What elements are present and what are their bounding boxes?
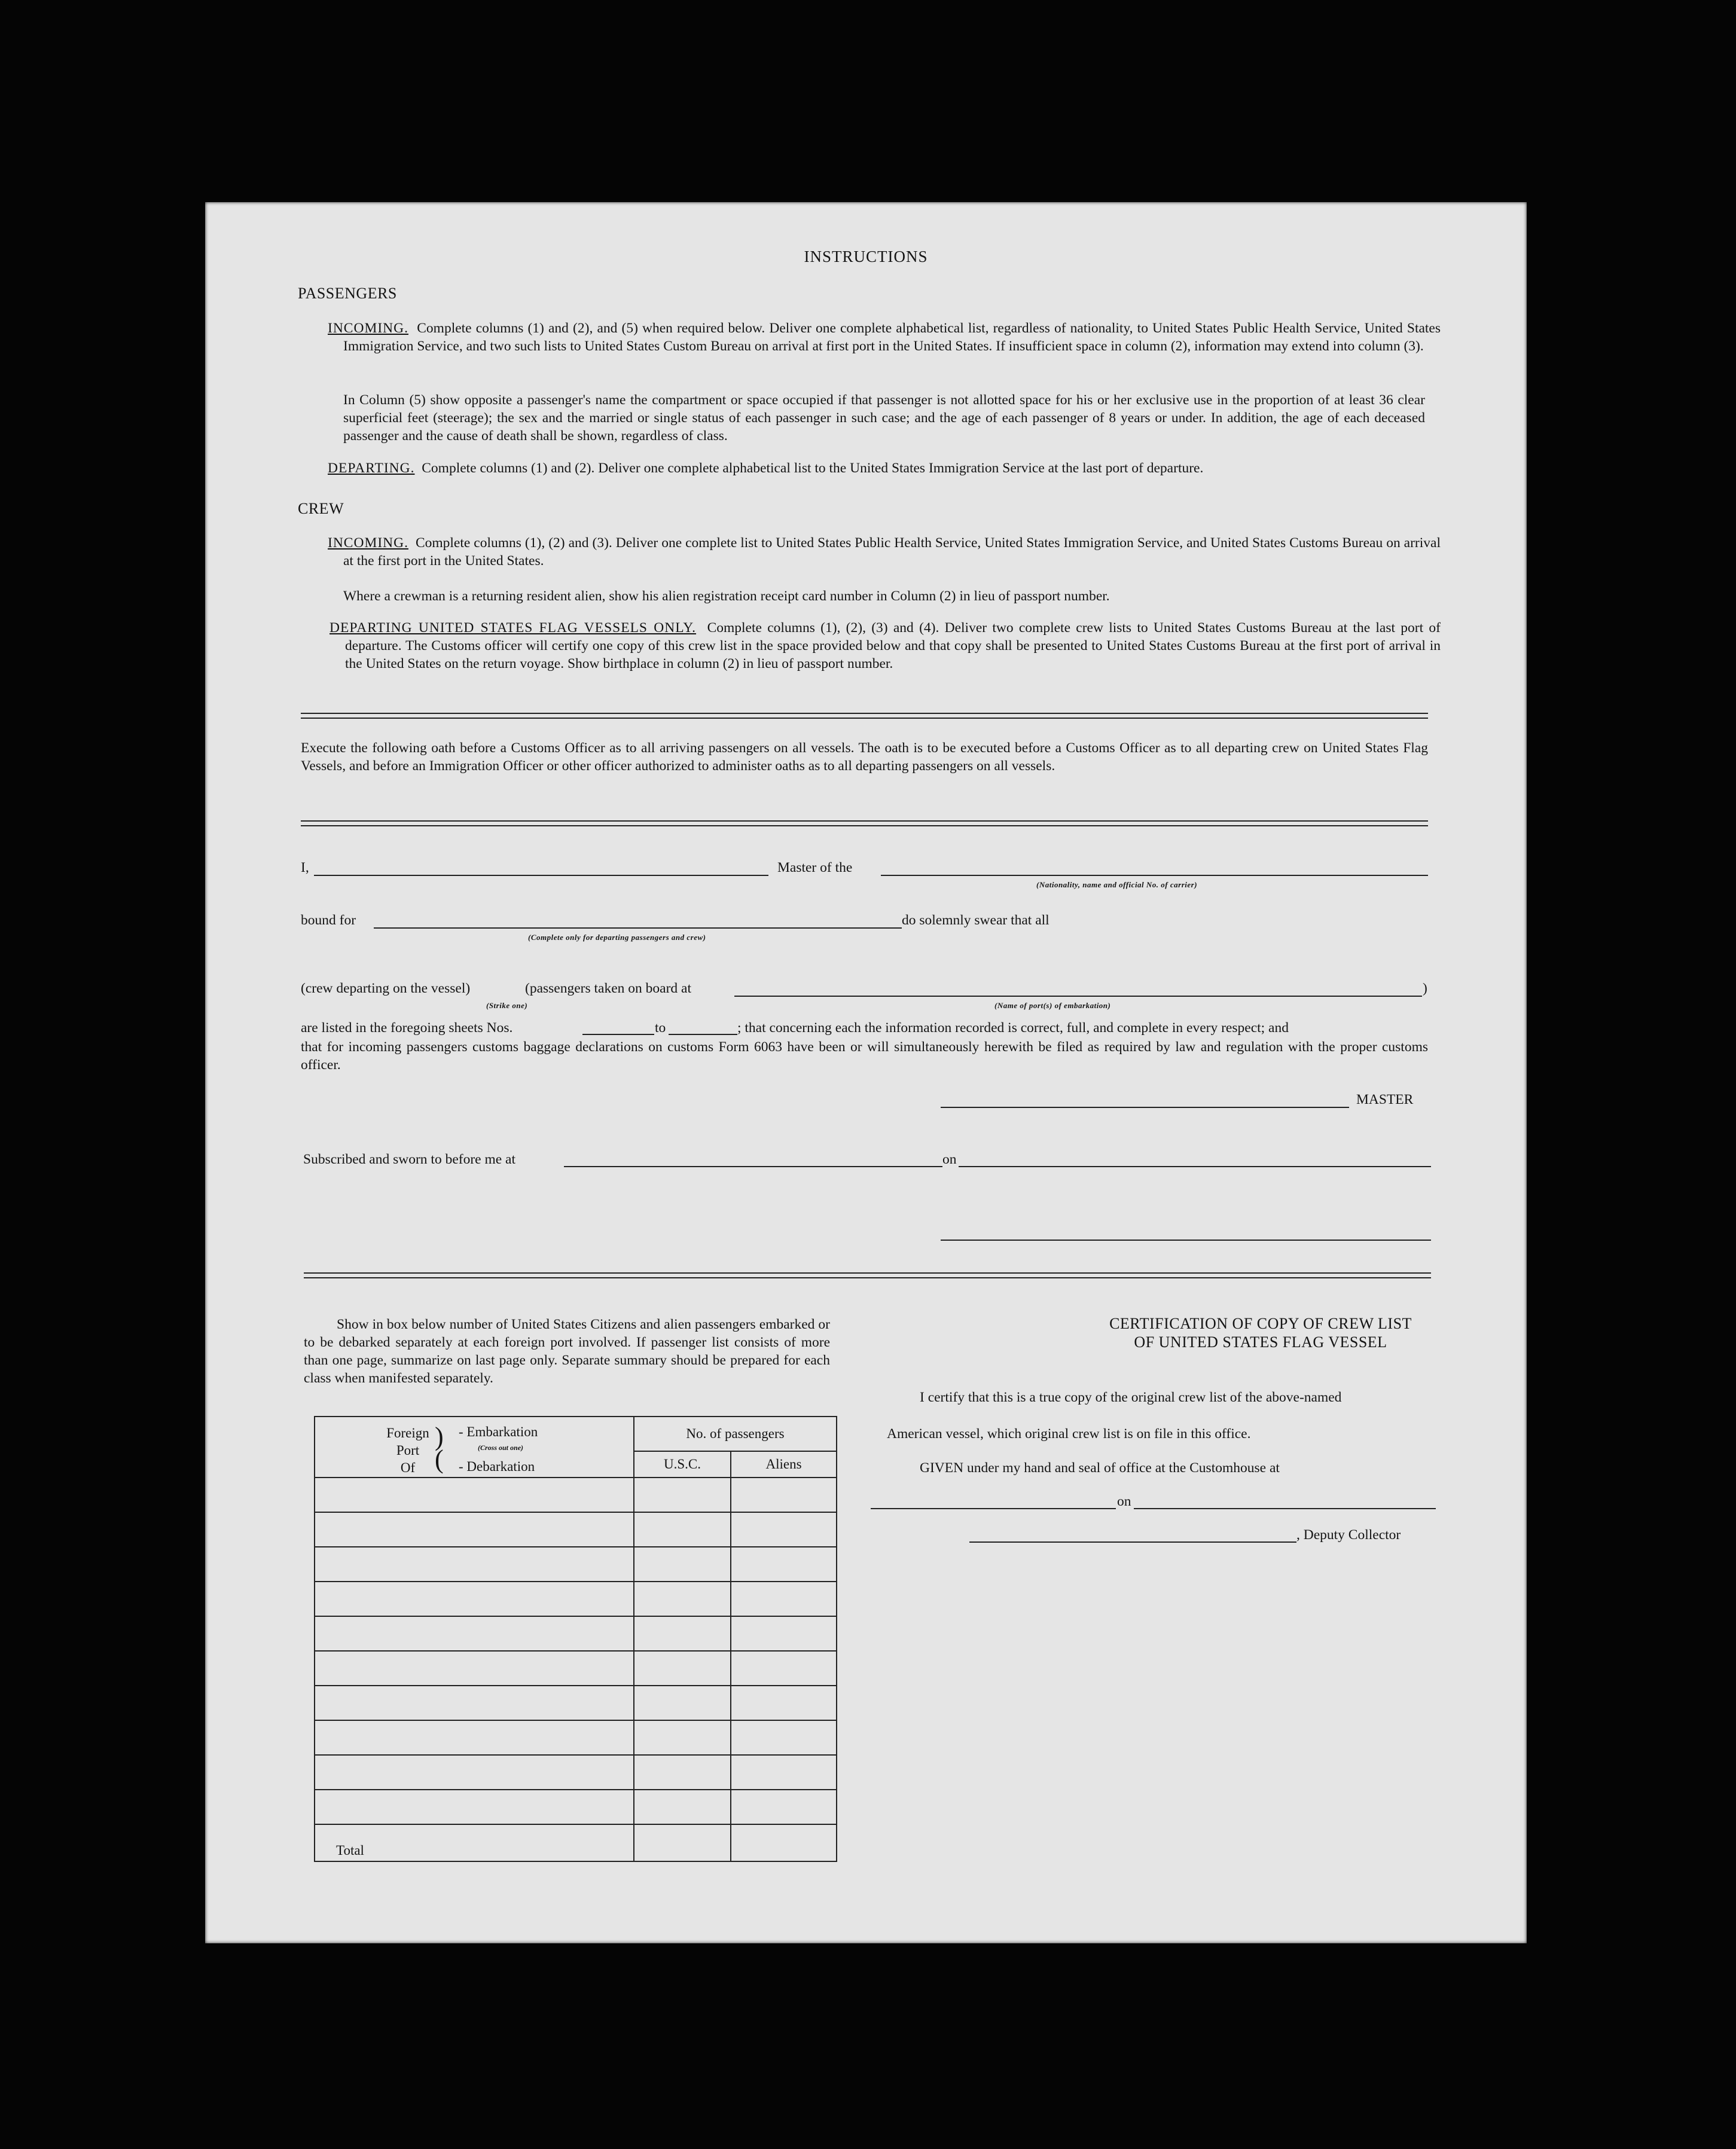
port-cell[interactable]: [315, 1616, 634, 1651]
crew-incoming-text: Complete columns (1), (2) and (3). Deliver one complete list to United States Public Health Service, United States Immigration Service, and United States Customs Bureau on arrival at the first port in the United States.: [343, 535, 1441, 569]
usc-cell[interactable]: [634, 1478, 731, 1512]
certify-text: I certify that this is a true copy of the original crew list of the above-named: [920, 1390, 1342, 1405]
customhouse-field[interactable]: [871, 1508, 1116, 1509]
usc-cell[interactable]: [634, 1512, 731, 1547]
usc-cell[interactable]: [634, 1616, 731, 1651]
sheet-from-field[interactable]: [582, 1034, 654, 1035]
crew-heading: CREW: [298, 500, 344, 517]
summary-row: [315, 1790, 837, 1824]
passengers-taken-option[interactable]: (passengers taken on board at: [525, 981, 691, 996]
given-text: GIVEN under my hand and seal of office at the Customhouse at: [920, 1460, 1280, 1476]
listed-rest: that for incoming passengers customs baggage declarations on customs Form 6063 have been or will simultaneously herewith be filed as required by law and regulation with the proper customs officer.: [301, 1039, 1428, 1073]
aliens-cell[interactable]: [731, 1616, 837, 1651]
passengers-incoming-label: INCOMING.: [328, 320, 408, 336]
subscribed-label: Subscribed and sworn to before me at: [303, 1152, 516, 1167]
nationality-caption: (Nationality, name and official No. of carrier): [1036, 880, 1198, 889]
aliens-cell[interactable]: [731, 1790, 837, 1824]
passenger-summary-table: [314, 1416, 837, 1862]
form-sheet: [205, 202, 1527, 1943]
usc-cell[interactable]: [634, 1651, 731, 1686]
aliens-cell[interactable]: [731, 1755, 837, 1790]
summary-row: [315, 1651, 837, 1686]
port-cell[interactable]: [315, 1582, 634, 1616]
instructions-title: INSTRUCTIONS: [804, 248, 928, 265]
divider-3: [304, 1272, 1431, 1278]
crew-resident: Where a crewman is a returning resident alien, show his alien registration receipt card number in Column (2) in lieu of passport number.: [343, 588, 1110, 604]
port-cell[interactable]: [315, 1790, 634, 1824]
of-label: Of: [400, 1460, 416, 1475]
certification-title-line1: CERTIFICATION OF COPY OF CREW LIST: [1109, 1315, 1412, 1332]
bound-for-field[interactable]: [374, 927, 902, 929]
brace-bottom: (: [435, 1445, 444, 1474]
total-aliens-cell[interactable]: [731, 1824, 837, 1861]
embarkation-port-field[interactable]: [734, 996, 1422, 997]
master-signature-field[interactable]: [941, 1107, 1349, 1108]
crew-flag-text: Complete columns (1), (2), (3) and (4). Deliver two complete crew lists to United States Customs Bureau at the last port of departure. The Customs officer will certify one copy of this crew list in the space provided below and that copy shall be presented to United States Customs Bureau at the first port of arrival in the United States on the return voyage. Show birthplace in column (2) in lieu of passport number.: [345, 620, 1441, 671]
oath-i-label: I,: [301, 860, 309, 875]
usc-cell[interactable]: [634, 1582, 731, 1616]
close-paren: ): [1423, 981, 1427, 996]
port-cell[interactable]: [315, 1512, 634, 1547]
american-text: American vessel, which original crew list is on file in this office.: [887, 1426, 1251, 1442]
passengers-departing-label: DEPARTING.: [328, 460, 415, 476]
port-cell[interactable]: [315, 1478, 634, 1512]
listed-suffix: ; that concerning each the information recorded is correct, full, and complete in every respect; and: [737, 1020, 1289, 1036]
summary-row: [315, 1686, 837, 1720]
passengers-incoming-text: Complete columns (1) and (2), and (5) when required below. Deliver one complete alphabetical list, regardless of nationality, to United States Public Health Service, United States Immigration Service, and two such lists to United States Custom Bureau on arrival at first port in the United States. If insufficient space in column (2), information may extend into column (3).: [343, 320, 1441, 354]
aliens-cell[interactable]: [731, 1720, 837, 1755]
usc-cell[interactable]: [634, 1686, 731, 1720]
officer-signature-field[interactable]: [941, 1240, 1431, 1241]
summary-row: [315, 1478, 837, 1512]
listed-prefix: are listed in the foregoing sheets Nos.: [301, 1020, 513, 1036]
passengers-heading: PASSENGERS: [298, 285, 397, 302]
sheet-to-field[interactable]: [669, 1034, 737, 1035]
usc-cell[interactable]: [634, 1720, 731, 1755]
deputy-signature-field[interactable]: [969, 1541, 1296, 1543]
port-cell[interactable]: [315, 1720, 634, 1755]
summary-row: [315, 1755, 837, 1790]
deputy-collector-label: , Deputy Collector: [1296, 1527, 1401, 1543]
cert-on-label: on: [1117, 1494, 1131, 1509]
crew-incoming: [328, 534, 1441, 570]
sworn-on-label: on: [942, 1152, 957, 1167]
usc-header: U.S.C.: [634, 1451, 731, 1478]
bound-caption: (Complete only for departing passengers and crew): [528, 933, 706, 942]
crew-flag-vessels: [329, 619, 1441, 673]
port-cell[interactable]: [315, 1651, 634, 1686]
crew-departing-option[interactable]: (crew departing on the vessel): [301, 981, 471, 996]
passengers-column5: In Column (5) show opposite a passenger's name the compartment or space occupied if that passenger is not allotted space for his or her exclusive use in the proportion of at least 36 clear superficial feet (steerage); the sex and the married or single status of each passenger in such case; and the age of each passenger of 8 years or under. In addition, the age of each deceased passenger and the cause of death shall be shown, regardless of class.: [343, 392, 1425, 444]
bound-for-label: bound for: [301, 912, 356, 928]
brace-top: ): [435, 1422, 444, 1451]
strike-one-caption: (Strike one): [486, 1001, 528, 1010]
cert-date-field[interactable]: [1134, 1508, 1436, 1509]
summary-row: [315, 1616, 837, 1651]
aliens-header: Aliens: [731, 1451, 837, 1478]
divider-2: [301, 820, 1428, 826]
master-label: MASTER: [1356, 1092, 1414, 1107]
embarkation-option[interactable]: - Embarkation: [459, 1424, 538, 1439]
master-of-the-label: Master of the: [777, 860, 853, 875]
aliens-cell[interactable]: [731, 1686, 837, 1720]
no-of-passengers-header: No. of passengers: [634, 1417, 837, 1451]
summary-row: [315, 1512, 837, 1547]
usc-cell[interactable]: [634, 1547, 731, 1582]
port-caption: (Name of port(s) of embarkation): [994, 1001, 1111, 1010]
passengers-departing: [328, 459, 1434, 477]
port-label: Port: [396, 1443, 420, 1458]
total-label: Total: [315, 1824, 634, 1861]
crew-flag-label: DEPARTING UNITED STATES FLAG VESSELS ONLY.: [329, 620, 697, 636]
port-cell[interactable]: [315, 1755, 634, 1790]
sworn-place-field[interactable]: [564, 1166, 942, 1167]
port-header-cell: [315, 1417, 634, 1478]
port-cell[interactable]: [315, 1686, 634, 1720]
master-name-field[interactable]: [314, 875, 768, 876]
aliens-cell[interactable]: [731, 1512, 837, 1547]
oath-instruction: Execute the following oath before a Customs Officer as to all arriving passengers on all vessels. The oath is to be executed before a Customs Officer as to all departing crew on United States Flag Vessels, and before an Immigration Officer or other officer authorized to administer oaths as to all departing passengers on all vessels.: [301, 740, 1428, 774]
summary-row: [315, 1582, 837, 1616]
summary-row: [315, 1720, 837, 1755]
foreign-label: Foreign: [386, 1425, 429, 1440]
cross-out-caption: (Cross out one): [478, 1443, 524, 1452]
summary-row: [315, 1547, 837, 1582]
debarkation-option[interactable]: - Debarkation: [459, 1459, 535, 1474]
crew-incoming-label: INCOMING.: [328, 535, 408, 551]
total-usc-cell[interactable]: [634, 1824, 731, 1861]
usc-cell[interactable]: [634, 1790, 731, 1824]
sworn-date-field[interactable]: [959, 1166, 1431, 1167]
swear-label: do solemnly swear that all: [902, 912, 1049, 928]
aliens-cell[interactable]: [731, 1582, 837, 1616]
summary-instruction: Show in box below number of United States Citizens and alien passengers embarked or to be debarked separately at each foreign port involved. If passenger list consists of more than one page, summarize on last page only. Separate summary should be prepared for each class when manifested separately.: [304, 1317, 830, 1386]
passengers-incoming: [328, 319, 1441, 355]
passengers-departing-text: Complete columns (1) and (2). Deliver one complete alphabetical list to the United States Immigration Service at the last port of departure.: [422, 460, 1204, 476]
carrier-field[interactable]: [881, 875, 1428, 876]
divider-1: [301, 713, 1428, 719]
port-cell[interactable]: [315, 1547, 634, 1582]
listed-to: to: [655, 1020, 666, 1036]
aliens-cell[interactable]: [731, 1547, 837, 1582]
aliens-cell[interactable]: [731, 1478, 837, 1512]
aliens-cell[interactable]: [731, 1651, 837, 1686]
certification-title: [1069, 1314, 1452, 1351]
certification-title-line2: OF UNITED STATES FLAG VESSEL: [1134, 1333, 1387, 1351]
usc-cell[interactable]: [634, 1755, 731, 1790]
